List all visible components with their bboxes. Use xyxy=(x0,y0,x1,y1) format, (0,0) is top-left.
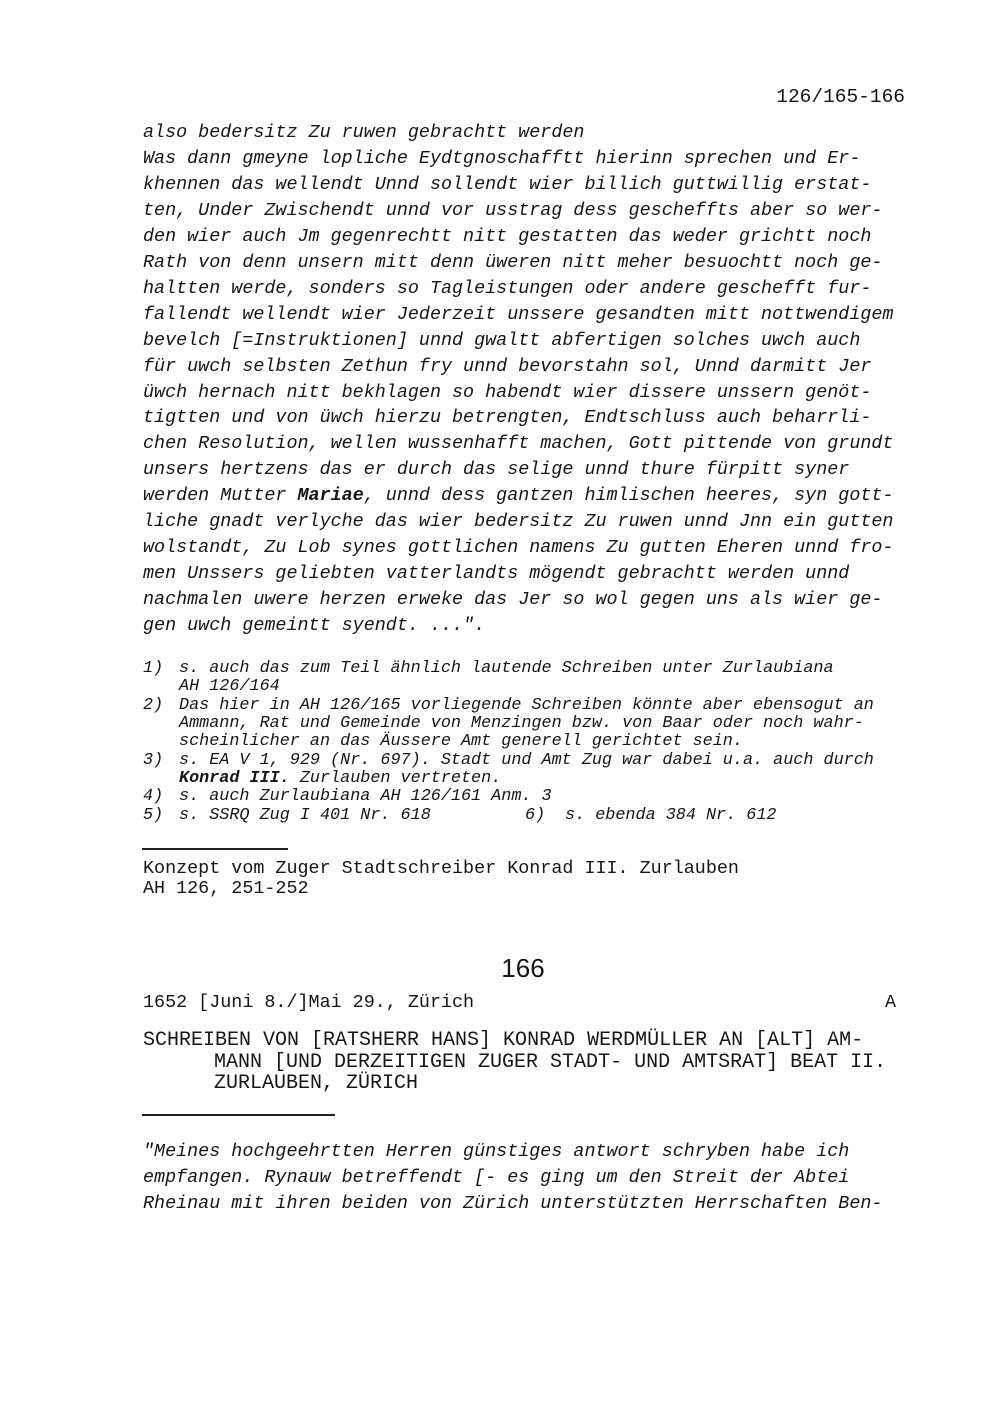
source-line: AH 126, 251-252 xyxy=(143,878,309,899)
letter-text-line: wolstandt, Zu Lob synes gottlichen namens Zu gutten Eheren unnd fro- xyxy=(143,537,894,559)
letter-text-line: Rheinau mit ihren beiden von Zürich unterstützten Herrschaften Ben- xyxy=(143,1193,883,1214)
bold-text: Mariae xyxy=(297,485,364,507)
footnote-text xyxy=(179,752,913,789)
letter-text-line: ten, Under Zwischendt unnd vor usstrag dess gescheffts aber so wer- xyxy=(143,199,883,221)
bold-text: Konrad III. xyxy=(179,769,290,789)
letter-text-line: liche gnadt verlyche das wier bedersitz Zu ruwen unnd Jnn ein gutten xyxy=(143,511,894,533)
letter-text-line: den wier auch Jm gegenrechtt nitt gestatten das weder grichtt noch xyxy=(143,225,872,247)
footnote-1 xyxy=(143,660,913,697)
footnote-line: s. auch das zum Teil ähnlich lautende Schreiben unter Zurlaubiana xyxy=(179,658,834,678)
letter-text-line: chen Resolution, wellen wussenhafft machen, Gott pittende von grundt xyxy=(143,433,894,455)
footnote-text xyxy=(565,807,776,825)
document-number: 166 xyxy=(501,953,545,983)
source-line: Konzept vom Zuger Stadtschreiber Konrad III. Zurlauben xyxy=(143,858,739,879)
footnotes xyxy=(143,660,913,825)
letter-text-line: für uwch selbsten Zethun fry unnd bevorstahn sol, Unnd darmitt Jer xyxy=(143,355,872,377)
letter-text-line: also bedersitz Zu ruwen gebrachtt werden xyxy=(143,122,585,143)
title-line: MANN [UND DERZEITIGEN ZUGER STADT- UND AMTSRAT] BEAT II. xyxy=(214,1050,887,1074)
footnote-mark: 4) xyxy=(143,787,164,807)
footnote-text xyxy=(179,660,913,697)
footnote-4 xyxy=(143,788,913,806)
document-166-text xyxy=(143,1139,882,1217)
letter-text-line: tigtten und von üwch hierzu betrengten, Endtschluss auch beharrli- xyxy=(143,407,872,429)
letter-text-line: "Meines hochgeehrtten Herren günstiges antwort schryben habe ich xyxy=(143,1141,850,1162)
footnote-line: scheinlicher an das Äussere Amt generell gerichtet sein. xyxy=(179,732,743,752)
title-divider xyxy=(142,1114,335,1116)
footnote-line: Das hier in AH 126/165 vorliegende Schreiben könnte aber ebensogut an xyxy=(179,695,874,715)
footnote-text xyxy=(179,697,913,752)
source-divider xyxy=(142,848,288,850)
document-165-closing-text xyxy=(143,120,893,639)
footnote-line: Ammann, Rat und Gemeinde von Menzingen bzw. von Baar oder noch wahr- xyxy=(179,713,864,733)
title-line: ZURLAUBEN, ZÜRICH xyxy=(214,1072,419,1095)
footnote-mark: 2) xyxy=(143,695,164,715)
letter-text-line: men Unssers geliebten vatterlandts mögendt gebrachtt werden unnd xyxy=(143,563,850,585)
footnote-text xyxy=(179,807,525,825)
document-title xyxy=(143,1030,886,1095)
footnote-2 xyxy=(143,697,913,752)
text-segment: , unnd dess gantzen himlischen heeres, syn gott- xyxy=(363,485,894,507)
footnote-5 xyxy=(143,807,525,825)
footnote-line: s. EA V 1, 929 (Nr. 697). Stadt und Amt Zug war dabei u.a. auch durch xyxy=(179,750,874,770)
letter-text-line: fallendt wellendt wier Jederzeit unssere gesandten mitt nottwendigem xyxy=(143,303,894,325)
footnote-line: s. ebenda 384 Nr. 612 xyxy=(565,805,777,825)
letter-text-line: unsers hertzens das er durch das selige unnd thure fürpitt syner xyxy=(143,459,850,481)
letter-text-line: Was dann gmeyne lopliche Eydtgnoschafftt hierinn sprechen und Er- xyxy=(143,147,861,169)
date-place-line: 1652 [Juni 8./]Mai 29., Zürich xyxy=(143,992,475,1013)
footnote-text xyxy=(179,788,913,806)
letter-text-line: gen uwch gemeintt syendt. ...". xyxy=(143,615,486,637)
letter-text-line xyxy=(143,483,893,509)
footnote-mark: 1) xyxy=(143,658,164,678)
footnote-3 xyxy=(143,752,913,789)
letter-text-line: Rath von denn unsern mitt denn üweren nitt meher besuochtt noch ge- xyxy=(143,251,883,273)
letter-text-line: khennen das wellendt Unnd sollendt wier billich guttwillig erstat- xyxy=(143,173,872,195)
footnote-line xyxy=(179,770,913,788)
page-reference: 126/165-166 xyxy=(776,86,905,108)
text-segment: Zurlauben vertreten. xyxy=(289,769,502,789)
letter-text-line: empfangen. Rynauw betreffendt [- es ging um den Streit der Abtei xyxy=(143,1167,850,1188)
footnote-line: s. auch Zurlaubiana AH 126/161 Anm. 3 xyxy=(179,787,552,807)
footnote-mark: 5) xyxy=(143,805,164,825)
footnote-mark: 3) xyxy=(143,750,164,770)
footnote-line: AH 126/164 xyxy=(179,677,280,697)
letter-text-line: haltten werde, sonders so Tagleistungen oder andere geschefft fur- xyxy=(143,277,872,299)
text-segment: werden Mutter xyxy=(143,485,298,507)
footnote-line: s. SSRQ Zug I 401 Nr. 618 xyxy=(179,805,431,825)
title-line: SCHREIBEN VON [RATSHERR HANS] KONRAD WERDMÜLLER AN [ALT] AM- xyxy=(143,1029,864,1052)
letter-text-line: üwch hernach nitt bekhlagen so habendt wier dissere unssern genöt- xyxy=(143,381,872,403)
classification-mark: A xyxy=(884,992,896,1013)
footnote-row xyxy=(143,807,913,825)
footnote-6 xyxy=(525,807,776,825)
letter-text-line: nachmalen uwere herzen erweke das Jer so wol gegen uns als wier ge- xyxy=(143,589,883,611)
source-note xyxy=(143,859,739,899)
letter-text-line: bevelch [=Instruktionen] unnd gwaltt abfertigen solches uwch auch xyxy=(143,329,861,351)
footnote-mark: 6) xyxy=(525,805,546,825)
